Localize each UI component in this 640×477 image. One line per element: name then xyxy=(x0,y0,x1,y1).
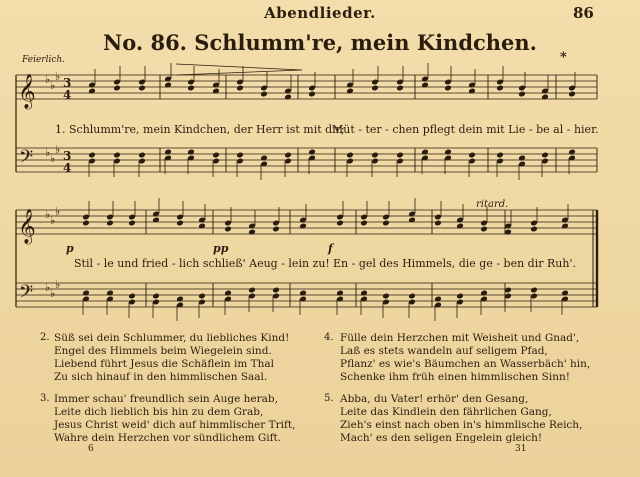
note-head xyxy=(272,287,280,294)
flat-sign: ♭ xyxy=(50,214,56,227)
note-head xyxy=(468,152,476,159)
flat-sign: ♭ xyxy=(50,287,56,300)
verse-2-line-2: Engel des Himmels beim Wiegelein sind. xyxy=(54,345,272,357)
verse-2-line-1: Süß sei dein Schlummer, du liebliches Kind! xyxy=(54,332,290,344)
dynamic-p: p xyxy=(66,242,74,255)
verse-4-line-4: Schenke ihm früh einen himmlischen Sinn! xyxy=(340,371,570,383)
note-head xyxy=(128,293,136,300)
verse-4-line-3: Pflanz' es wie's Bäumchen an Wasserbäch' hin, xyxy=(340,358,591,370)
note-head xyxy=(360,220,368,227)
flat-sign: ♭ xyxy=(45,146,51,159)
dynamic-f: f xyxy=(328,242,333,255)
lyric-line-2b: En - gel des Himmels, die ge - ben dir Ruh'. xyxy=(333,257,576,270)
flat-sign: ♭ xyxy=(55,70,61,83)
treble-clef: 𝄞 xyxy=(18,209,36,244)
note-head xyxy=(396,152,404,159)
note-head xyxy=(530,226,538,233)
note-head xyxy=(272,226,280,233)
note-head xyxy=(187,85,195,92)
verse-5-line-2: Leite das Kindlein den fährlichen Gang, xyxy=(340,406,552,418)
flat-sign: ♭ xyxy=(45,208,51,221)
note-head xyxy=(138,152,146,159)
flat-sign: ♭ xyxy=(55,205,61,218)
note-head xyxy=(396,85,404,92)
note-head xyxy=(518,91,526,98)
verse-5-line-4: Mach' es den seligen Engelein gleich! xyxy=(340,432,543,444)
verse-4-line-1: Fülle dein Herzchen mit Weisheit und Gnad', xyxy=(340,332,580,344)
verse-2-line-4: Zu sich hinauf in den himmlischen Saal. xyxy=(54,371,268,383)
note-head xyxy=(212,152,220,159)
note-head xyxy=(496,85,504,92)
note-head xyxy=(106,220,114,227)
lyric-line-1a: 1. Schlumm're, mein Kindchen, der Herr ist mit dir; xyxy=(55,123,345,136)
verse-3-number: 3. xyxy=(40,393,50,404)
time-sig-top: 3 xyxy=(63,76,72,90)
note-head xyxy=(128,220,136,227)
bass-clef: 𝄢 xyxy=(19,282,34,307)
note-head xyxy=(541,152,549,159)
treble-clef: 𝄞 xyxy=(18,74,36,109)
hairpin xyxy=(176,64,302,75)
note-head xyxy=(236,85,244,92)
note-heads xyxy=(18,63,576,321)
time-sig-top: 3 xyxy=(63,149,72,163)
note-head xyxy=(346,152,354,159)
verse-5-line-1: Abba, du Vater! erhör' den Gesang, xyxy=(340,393,529,405)
staff-lines xyxy=(16,64,597,307)
verse-2-line-3: Liebend führt Jesus die Schäflein im Thal xyxy=(54,358,275,370)
verse-2-number: 2. xyxy=(40,332,50,343)
bass-clef: 𝄢 xyxy=(19,147,34,172)
footer-mark-right: 31 xyxy=(515,444,527,454)
verse-4-number: 4. xyxy=(324,332,334,343)
note-head xyxy=(236,152,244,159)
note-head xyxy=(138,85,146,92)
note-head xyxy=(480,226,488,233)
note-head xyxy=(260,91,268,98)
note-head xyxy=(530,287,538,294)
verse-3-line-4: Wahre dein Herzchen vor sündlichem Gift. xyxy=(54,432,282,444)
page-number: 86 xyxy=(573,4,594,22)
note-head xyxy=(434,220,442,227)
verse-5-line-3: Zieh's einst nach oben in's himmlische Reich, xyxy=(340,419,583,431)
note-head xyxy=(456,293,464,300)
verse-5-number: 5. xyxy=(324,393,334,404)
note-head xyxy=(444,85,452,92)
tempo-marking: Feierlich. xyxy=(22,55,66,65)
flat-sign: ♭ xyxy=(45,73,51,86)
note-head xyxy=(408,293,416,300)
note-head xyxy=(336,220,344,227)
note-head xyxy=(152,293,160,300)
note-head xyxy=(82,220,90,227)
note-head xyxy=(248,287,256,294)
flat-sign: ♭ xyxy=(50,152,56,165)
note-head xyxy=(496,152,504,159)
verse-3-line-2: Leite dich lieblich bis hin zu dem Grab, xyxy=(54,406,264,418)
flat-sign: ♭ xyxy=(50,79,56,92)
note-head xyxy=(176,220,184,227)
note-head xyxy=(284,152,292,159)
flat-sign: ♭ xyxy=(55,278,61,291)
note-head xyxy=(113,85,121,92)
note-head xyxy=(224,226,232,233)
lyric-line-2a: Stil - le und fried - lich schließ' Aeug - lein zu! xyxy=(74,257,330,270)
ritard-marking: ritard. xyxy=(476,199,509,210)
note-head xyxy=(371,85,379,92)
flat-sign: ♭ xyxy=(55,143,61,156)
flat-sign: ♭ xyxy=(45,281,51,294)
note-head xyxy=(568,91,576,98)
footer-mark-left: 6 xyxy=(88,444,94,454)
note-head xyxy=(382,293,390,300)
asterisk-mark: * xyxy=(560,50,567,65)
note-head xyxy=(113,152,121,159)
note-head xyxy=(88,152,96,159)
verse-3-line-1: Immer schau' freundlich sein Auge herab, xyxy=(54,393,278,405)
verse-3-line-3: Jesus Christ weid' dich auf himmlischer Trift, xyxy=(54,419,296,431)
dynamic-pp: pp xyxy=(213,242,229,255)
verse-4-line-2: Laß es stets wandeln auf seligem Pfad, xyxy=(340,345,548,357)
note-head xyxy=(371,152,379,159)
note-head xyxy=(198,293,206,300)
hymn-title: No. 86. Schlumm're, mein Kindchen. xyxy=(103,30,537,55)
note-head xyxy=(308,91,316,98)
time-sig-bottom: 4 xyxy=(63,88,72,102)
time-sig-bottom: 4 xyxy=(63,161,72,175)
note-head xyxy=(382,220,390,227)
running-head: Abendlieder. xyxy=(264,4,376,22)
lyric-line-1b: Müt - ter - chen pflegt dein mit Lie - be al - hier. xyxy=(332,123,599,136)
